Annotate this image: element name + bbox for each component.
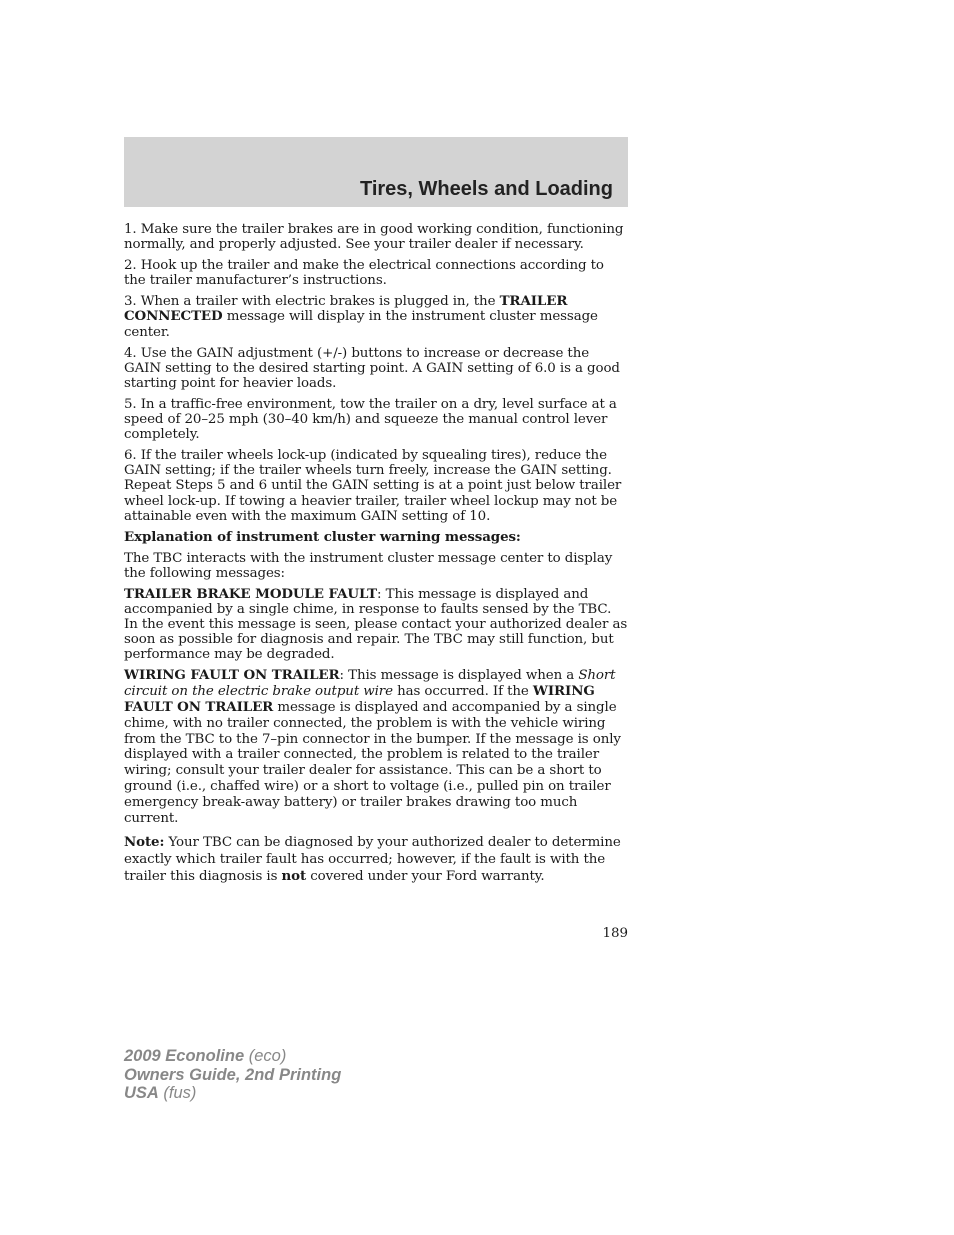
not-emphasis: not	[281, 868, 307, 884]
wiring-fault-label: WIRING FAULT ON TRAILER	[124, 667, 340, 684]
footer-line-1: 2009 Econoline (eco)	[124, 1047, 287, 1065]
explanation-intro: The TBC interacts with the instrument cluster message center to display the following messages:	[124, 550, 613, 581]
step-3: 3. When a trailer with electric brakes is plugged in, the TRAILER CONNECTED message will display in the instrument cluster message center.	[124, 293, 598, 340]
trailer-connected-label: TRAILER CONNECTED	[124, 293, 568, 325]
section-title: Tires, Wheels and Loading	[359, 178, 613, 200]
short-circuit-term: Short circuit on the electric brake output wire	[124, 668, 616, 700]
page-number: 189	[602, 926, 628, 941]
wiring-fault-label-2: WIRING FAULT ON TRAILER	[124, 683, 595, 716]
step-5: 5. In a traffic-free environment, tow the trailer on a dry, level surface at a speed of 20–25 mph (30–40 km/h) and squeeze the manual control lever completely.	[124, 396, 617, 443]
module-fault-label: TRAILER BRAKE MODULE FAULT	[124, 585, 378, 602]
wiring-fault-paragraph: WIRING FAULT ON TRAILER: This message is displayed when a Short circuit on the electric brake output wire has occurred. If the WIRING FAULT ON TRAILER message is displayed and accompanied by a single chime, with no trailer connected, the problem is with the vehicle wiring from the TBC to the 7–pin connector in the bumper. If the message is only displayed with a trailer connected, the problem is related to the trailer wiring; consult your trailer dealer for assistance. This can be a short to ground (i.e., chaffed wire) or a short to voltage (i.e., pulled pin on trailer emergency break-away battery) or trailer brakes drawing too much current.	[124, 667, 621, 826]
step-1: 1. Make sure the trailer brakes are in good working condition, functioning normally, and properly adjusted. See your trailer dealer if necessary.	[124, 222, 624, 253]
footer-line-2: Owners Guide, 2nd Printing	[124, 1065, 342, 1084]
note-label: Note:	[124, 834, 165, 851]
step-6: 6. If the trailer wheels lock-up (indicated by squealing tires), reduce the GAIN setting; if the trailer wheels turn freely, increase the GAIN setting. Repeat Steps 5 and 6 until the GAIN setting is at a point just below trailer wheel lock-up. If towing a heavier trailer, trailer wheel lockup may not be attainable even with the maximum GAIN setting of 10.	[124, 448, 622, 524]
module-fault-paragraph: TRAILER BRAKE MODULE FAULT: This message is displayed and accompanied by a single chime, in response to faults sensed by the TBC. In the event this message is seen, please contact your authorized dealer as soon as possible for diagnosis and repair. The TBC may still function, but performance may be degraded.	[124, 585, 628, 663]
explanation-heading: Explanation of instrument cluster warning messages:	[124, 528, 521, 545]
footer-line-3: USA (fus)	[124, 1084, 197, 1102]
step-2: 2. Hook up the trailer and make the electrical connections according to the trailer manufacturer’s instructions.	[124, 258, 604, 289]
section-header-band	[124, 137, 628, 207]
step-4: 4. Use the GAIN adjustment (+/-) buttons to increase or decrease the GAIN setting to the desired starting point. A GAIN setting of 6.0 is a good starting point for heavier loads.	[124, 345, 620, 391]
note-paragraph: Note: Your TBC can be diagnosed by your authorized dealer to determine exactly which trailer fault has occurred; however, if the fault is with the trailer this diagnosis is not covered under your Ford warranty.	[124, 834, 621, 884]
document-footer	[124, 1047, 341, 1103]
page-content	[124, 222, 628, 891]
